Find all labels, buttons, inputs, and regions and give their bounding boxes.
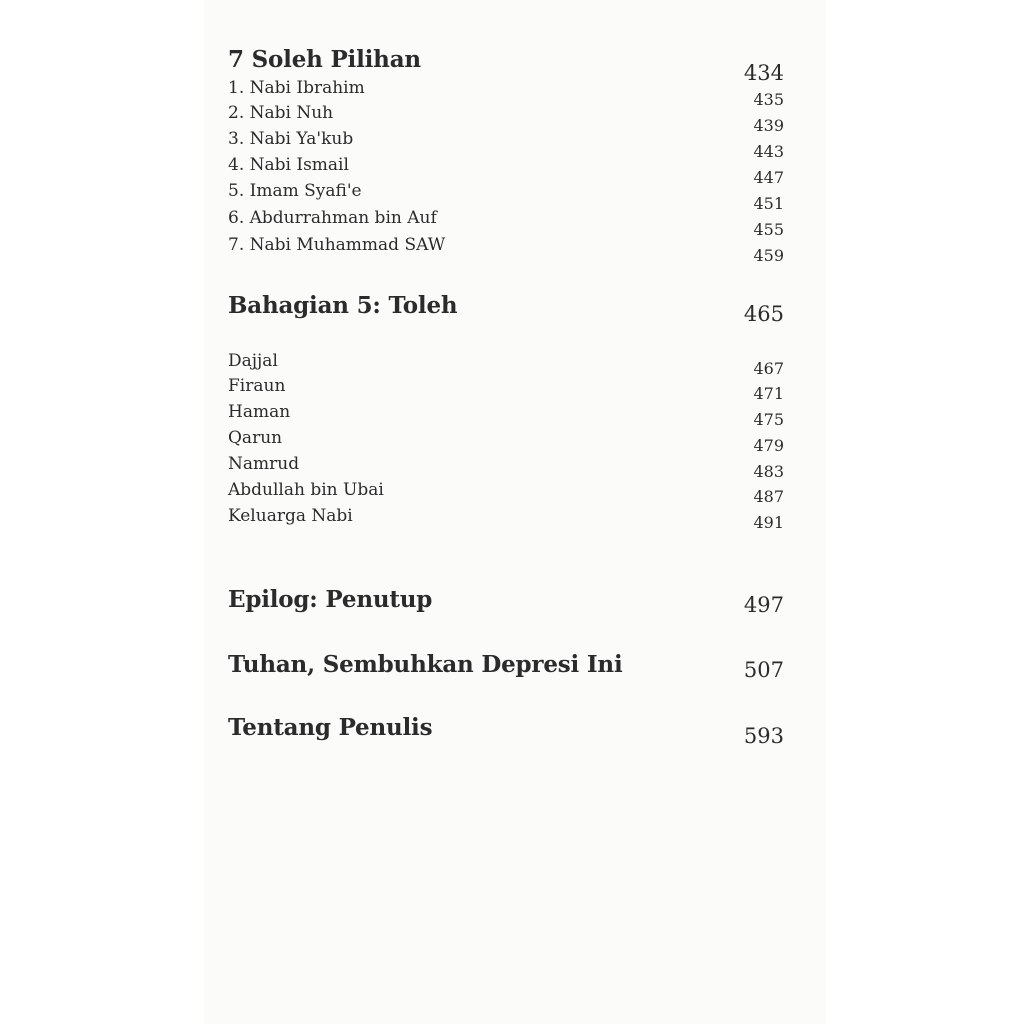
toc-item-page: 483	[753, 462, 784, 481]
toc-item	[228, 208, 784, 239]
toc-item	[228, 351, 784, 377]
toc-item-label: 5. Imam Syafi'e	[228, 181, 362, 201]
toc-item	[228, 402, 784, 428]
toc-item-label: 2. Nabi Nuh	[228, 103, 334, 123]
toc-heading-tuhan	[228, 651, 784, 685]
toc-heading-tentang-penulis	[228, 714, 784, 748]
toc-item	[228, 376, 784, 402]
toc-item-label: Abdullah bin Ubai	[228, 480, 384, 500]
toc-item-label: Haman	[228, 402, 291, 422]
toc-item-page: 439	[753, 116, 784, 135]
toc-item	[228, 235, 784, 265]
toc-item-page: 447	[753, 168, 784, 187]
toc-heading-page: 507	[743, 658, 784, 682]
toc-item	[228, 103, 784, 135]
toc-item-page: 435	[753, 90, 784, 109]
toc-item-label: 1. Nabi Ibrahim	[228, 78, 365, 98]
toc-item-page: 455	[753, 220, 784, 239]
toc-heading-title: 7 Soleh Pilihan	[228, 46, 421, 73]
toc-item-page: 471	[753, 384, 784, 403]
toc-item-label: 4. Nabi Ismail	[228, 155, 349, 175]
toc-heading-soleh-pilihan	[228, 46, 784, 85]
toc-item-page: 451	[753, 194, 784, 213]
toc-heading-title: Tuhan, Sembuhkan Depresi Ini	[228, 651, 623, 678]
toc-item-page: 475	[753, 410, 784, 429]
toc-item-page: 443	[753, 142, 784, 161]
toc-item	[228, 155, 784, 187]
toc-item-label: Dajjal	[228, 351, 278, 371]
toc-item-label: Qarun	[228, 428, 283, 448]
toc-heading-page: 434	[743, 61, 784, 85]
toc-item-label: Firaun	[228, 376, 286, 396]
toc-item-label: 6. Abdurrahman bin Auf	[228, 208, 437, 228]
toc-heading-title: Bahagian 5: Toleh	[228, 292, 458, 319]
toc-heading-page: 593	[743, 724, 784, 748]
toc-heading-title: Tentang Penulis	[228, 714, 433, 741]
toc-item-label: 7. Nabi Muhammad SAW	[228, 235, 446, 255]
toc-heading-page: 465	[743, 302, 784, 326]
toc-item	[228, 181, 784, 213]
toc-heading-page: 497	[743, 593, 784, 617]
toc-item-label: Namrud	[228, 454, 300, 474]
toc-item-page: 467	[753, 359, 784, 378]
toc-item	[228, 78, 784, 109]
toc-item-label: Keluarga Nabi	[228, 506, 353, 526]
toc-heading-title: Epilog: Penutup	[228, 586, 433, 613]
toc-item	[228, 129, 784, 161]
toc-item	[228, 428, 784, 454]
toc-item-label: 3. Nabi Ya'kub	[228, 129, 354, 149]
toc-item	[228, 454, 784, 480]
toc-item-page: 487	[753, 487, 784, 506]
toc-heading-epilog	[228, 586, 784, 620]
toc-item	[228, 506, 784, 532]
toc-heading-bahagian-5	[228, 292, 784, 326]
toc-item	[228, 480, 784, 506]
toc-item-page: 479	[753, 436, 784, 455]
toc-item-page: 491	[753, 513, 784, 532]
toc-item-page: 459	[753, 246, 784, 265]
